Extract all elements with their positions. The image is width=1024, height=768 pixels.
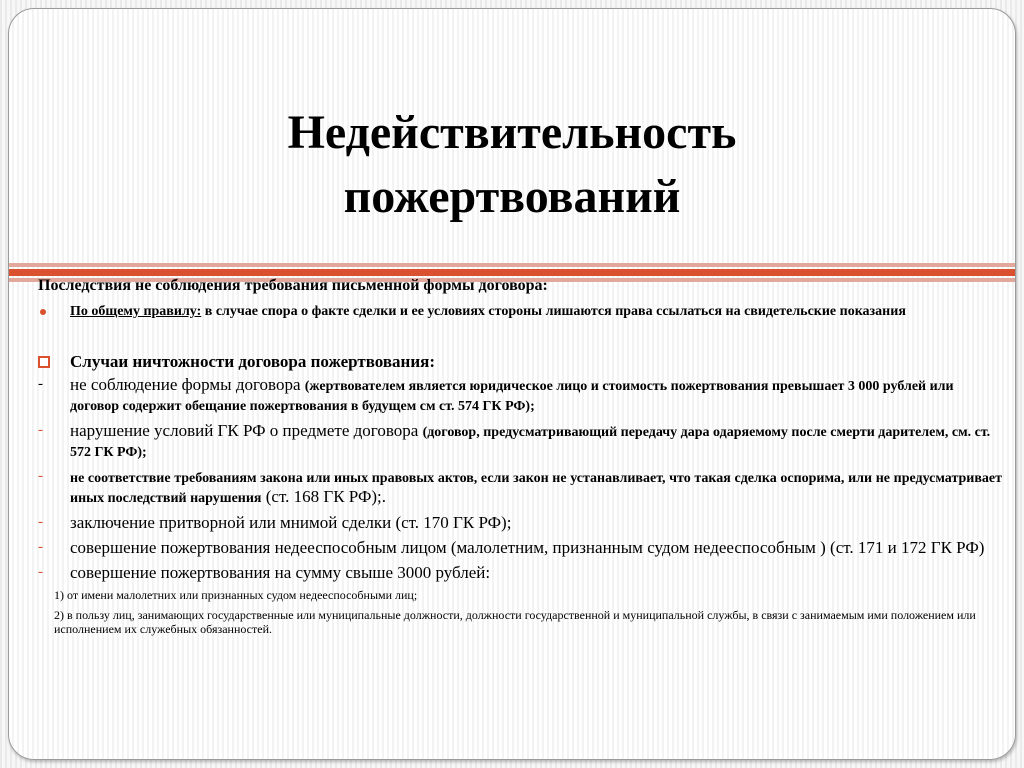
- bullet-text: в случае спора о факте сделки и ее условиях стороны лишаются права ссылаться на свидетельские показания: [201, 304, 906, 319]
- list-item: [38, 421, 1002, 461]
- item-text: нарушение условий ГК РФ о предмете договора: [70, 421, 423, 440]
- dash-marker: -: [38, 422, 43, 438]
- dash-marker: -: [38, 514, 43, 530]
- item-detail: не соответствие требованиям закона или иных правовых актов, если закон не устанавливает, что такая сделка оспорима, или не предусматривает иных последствий нарушения: [70, 471, 1002, 506]
- section2-heading: Случаи ничтожности договора пожертвования:: [70, 352, 436, 371]
- note-2: [38, 608, 1002, 636]
- list-item: [38, 563, 1002, 582]
- item-detail: (договор, предусматривающий передачу дара одаряемому после смерти дарителем, см. ст. 572 ГК РФ);: [70, 425, 991, 460]
- slide-content: [38, 276, 1002, 642]
- item-text: заключение притворной или мнимой сделки (ст. 170 ГК РФ);: [70, 513, 512, 532]
- note-2-text: 2) в пользу лиц, занимающих государственные или муниципальные должности, должности государственной и муниципальной службы, в связи с занимаемым ими положением или исполнением их служебных обязанностей.: [54, 608, 976, 636]
- list-item: [38, 467, 1002, 507]
- list-item: [38, 375, 1002, 415]
- title-line-2: пожертвований: [343, 170, 681, 223]
- dash-marker: -: [38, 564, 43, 580]
- section1-bullet: [38, 303, 1002, 320]
- bullet-lead: По общему правилу:: [70, 304, 202, 319]
- item-text: совершение пожертвования на сумму свыше 3000 рублей:: [70, 563, 491, 582]
- bullet-dot-icon: [38, 303, 62, 320]
- item-text: совершение пожертвования недееспособным лицом (малолетним, признанным судом недееспособным ) (ст. 171 и 172 ГК РФ): [70, 538, 985, 557]
- item-text: (ст. 168 ГК РФ);.: [261, 487, 387, 506]
- section1-heading: Последствия не соблюдения требования письменной формы договора:: [38, 277, 548, 294]
- dash-marker: -: [38, 376, 43, 392]
- item-detail: (жертвователем является юридическое лицо и стоимость пожертвования превышает 3 000 рублей или договор содержит обещание пожертвования в будущем см ст. 574 ГК РФ);: [70, 379, 954, 414]
- section2-heading-row: [38, 352, 1002, 371]
- note-1: 1) от имени малолетних или признанных судом недееспособными лиц;: [54, 588, 418, 602]
- stripe-top: [9, 263, 1015, 267]
- checkbox-square-icon: [38, 352, 62, 372]
- stripe-middle: [9, 269, 1015, 276]
- dash-marker: -: [38, 539, 43, 555]
- dash-marker: -: [38, 468, 43, 484]
- slide-title: [9, 101, 1015, 229]
- list-item: [38, 538, 1002, 557]
- item-text: не соблюдение формы договора: [70, 375, 305, 394]
- title-line-1: Недействительность: [287, 106, 737, 159]
- list-item: [38, 513, 1002, 532]
